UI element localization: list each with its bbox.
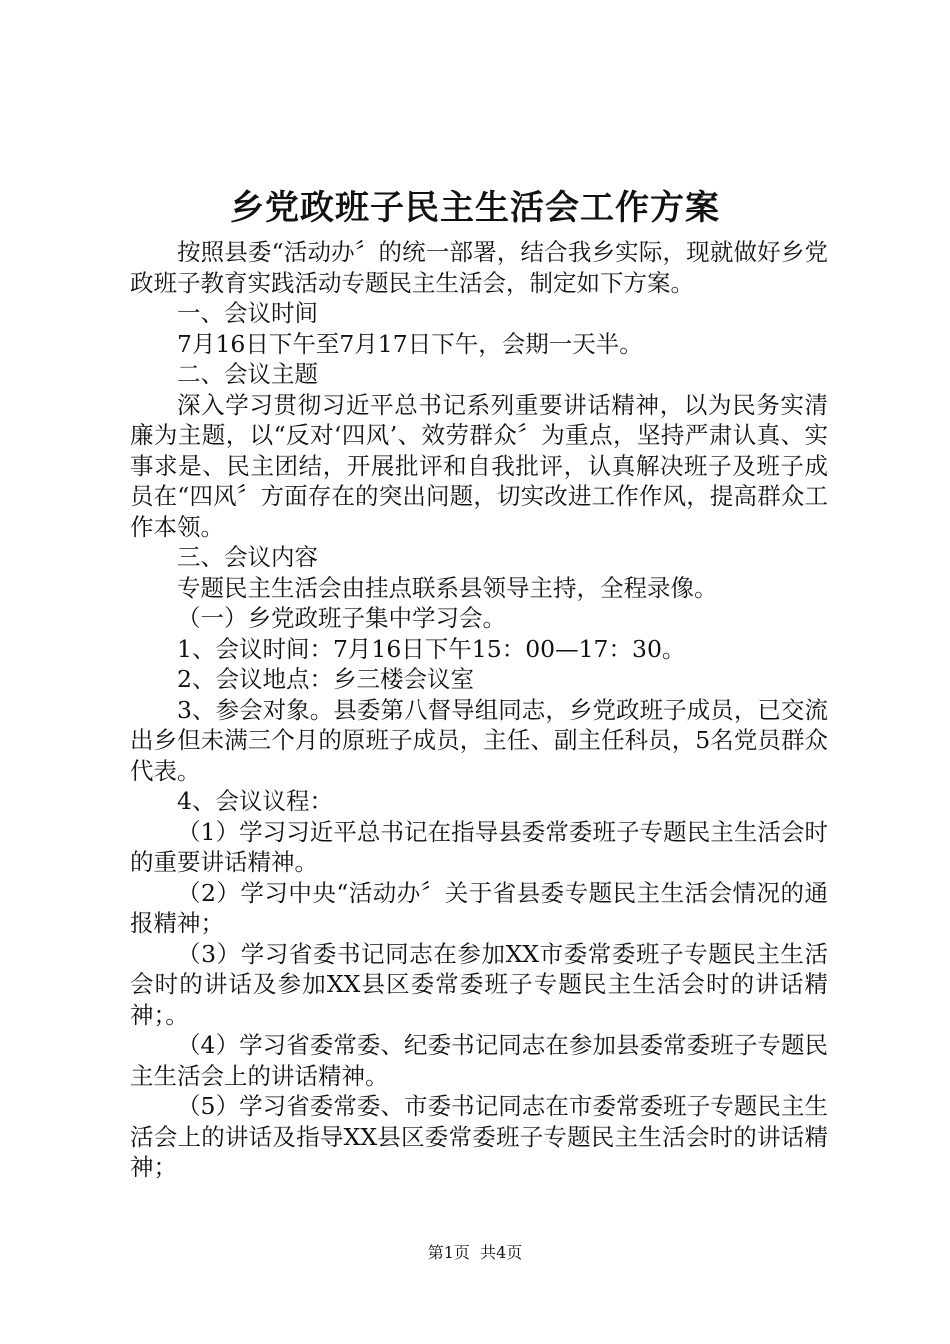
heading-meeting-theme: 二、会议主题 [177, 360, 318, 388]
document-body [130, 237, 828, 1183]
paragraph-intro: 按照县委“活动办〞的统一部署，结合我乡实际，现就做好乡党政班子教育实践活动专题民主生活会，制定如下方案。 [130, 238, 828, 297]
agenda-item-3: （3）学习省委书记同志在参加XX市委常委班子专题民主生活会时的讲话及参加XX县区委常委班子专题民主生活会时的讲话精神；。 [130, 939, 828, 1029]
page-footer [0, 1242, 950, 1264]
heading-meeting-content: 三、会议内容 [177, 543, 318, 571]
agenda-item-1: （1）学习习近平总书记在指导县委常委班子专题民主生活会时的重要讲话精神。 [130, 817, 828, 876]
agenda-item-4: （4）学习省委常委、纪委书记同志在参加县委常委班子专题民主生活会上的讲话精神。 [130, 1031, 828, 1090]
document-title: 乡党政班子民主生活会工作方案 [230, 188, 720, 228]
list-item-agenda: 4、会议议程： [177, 787, 333, 815]
subheading-study-session: （一）乡党政班子集中学习会。 [177, 604, 506, 632]
page-number: 第1页 [427, 1243, 470, 1262]
list-item-time: 1、会议时间：7月16日下午15：00—17：30。 [177, 634, 686, 663]
paragraph-meeting-time: 7月16日下午至7月17日下午，会期一天半。 [177, 329, 643, 358]
agenda-item-2: （2）学习中央“活动办〞关于省县委专题民主生活会情况的通报精神； [130, 878, 828, 937]
list-item-location: 2、会议地点：乡三楼会议室 [177, 665, 474, 693]
paragraph-meeting-host: 专题民主生活会由挂点联系县领导主持，全程录像。 [177, 573, 718, 602]
page-total: 共4页 [480, 1243, 523, 1262]
agenda-item-5: （5）学习省委常委、市委书记同志在市委常委班子专题民主生活会上的讲话及指导XX县区委常委班子专题民主生活会时的讲话精神； [130, 1092, 828, 1181]
list-item-attendees: 3、参会对象。县委第八督导组同志，乡党政班子成员，已交流出乡但未满三个月的原班子成员，主任、副主任科员，5名党员群众代表。 [130, 695, 828, 785]
paragraph-meeting-theme: 深入学习贯彻习近平总书记系列重要讲话精神，以为民务实清廉为主题，以“反对‘四风’、效劳群众〞为重点，坚持严肃认真、实事求是、民主团结，开展批评和自我批评，认真解决班子及班子成员在“四风〞方面存在的突出问题，切实改进工作作风，提高群众工作本领。 [130, 390, 828, 541]
heading-meeting-time: 一、会议时间 [177, 299, 318, 327]
